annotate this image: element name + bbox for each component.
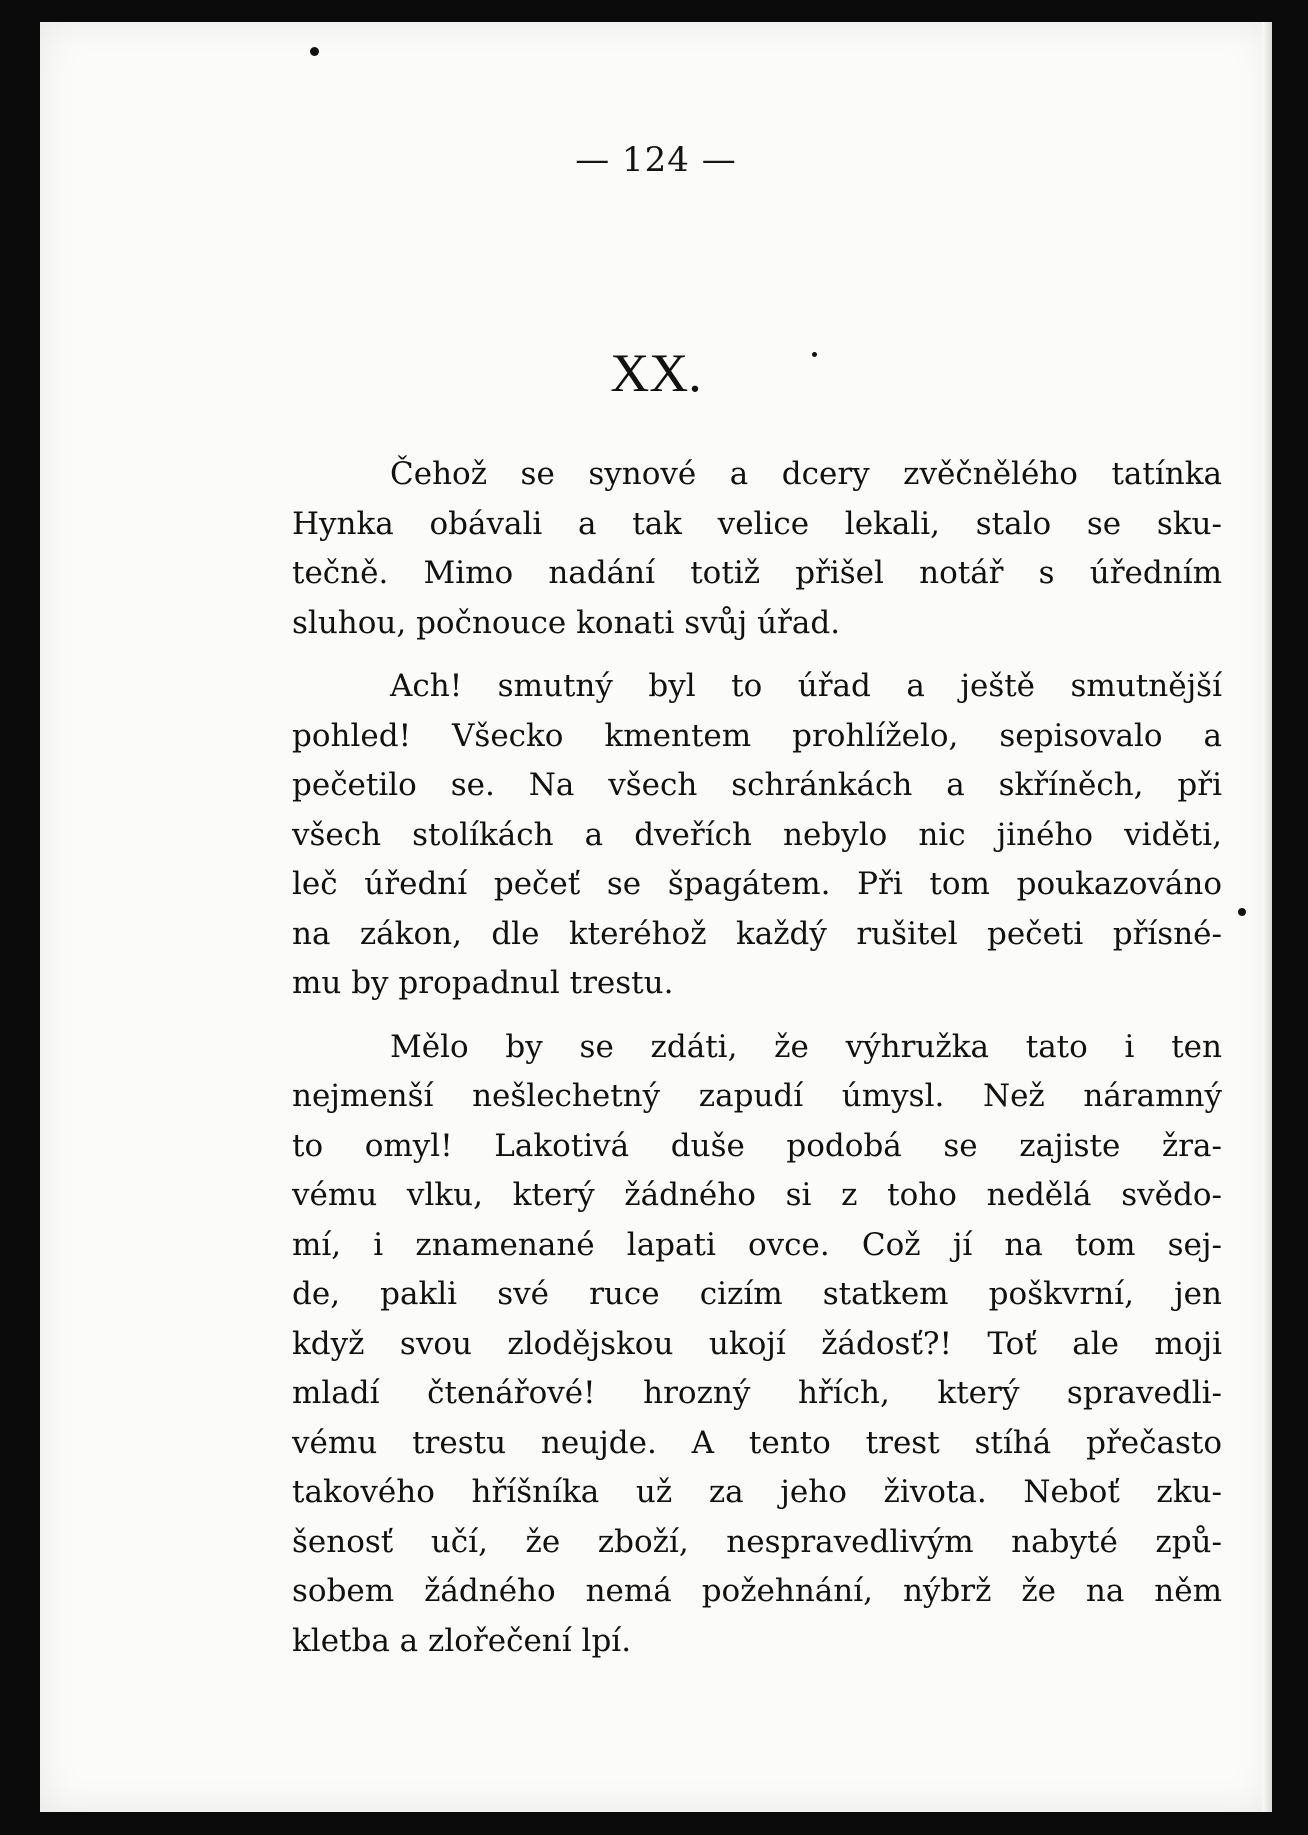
text-line: na zákon, dle kteréhož každý rušitel pečeti přísné- (292, 915, 1222, 952)
text-line: mu by propadnul trestu. (292, 965, 674, 1001)
paragraph-3 (292, 1023, 1222, 1667)
text-line: tečně. Mimo nadání totiž přišel notář s úředním (292, 555, 1222, 591)
ink-speck (1238, 908, 1246, 916)
page-number: — 124 — (575, 140, 737, 180)
text-line: sluhou, počnouce konati svůj úřad. (292, 604, 841, 641)
text-line: takového hříšníka už za jeho života. Neboť zku- (292, 1474, 1222, 1510)
ink-speck (310, 47, 319, 56)
body-text (292, 450, 1222, 1680)
page-edge-shadow (1262, 22, 1272, 1812)
text-line: mí, i znamenané lapati ovce. Což jí na tom sej- (292, 1226, 1222, 1263)
chapter-title: XX. (610, 343, 702, 403)
text-line: vému vlku, který žádného si z toho nedělá svědo- (292, 1177, 1222, 1213)
text-line: sobem žádného nemá požehnání, nýbrž že na něm (292, 1573, 1222, 1609)
text-line: šenosť učí, že zboží, nespravedlivým nabyté způ- (292, 1523, 1222, 1560)
book-page (40, 22, 1272, 1812)
text-line: když svou zlodějskou ukojí žádosť?! Toť ale moji (292, 1325, 1222, 1362)
text-line: de, pakli své ruce cizím statkem poškvrní, jen (292, 1276, 1222, 1312)
text-line: to omyl! Lakotivá duše podobá se zajiste žra- (292, 1127, 1222, 1164)
text-line: mladí čtenářové! hrozný hřích, který spravedli- (292, 1375, 1222, 1411)
paragraph-2 (292, 662, 1222, 1009)
text-line: pohled! Všecko kmentem prohlíželo, sepisovalo a (292, 717, 1222, 754)
text-line: Hynka obávali a tak velice lekali, stalo se sku- (292, 505, 1222, 542)
text-line: Ach! smutný byl to úřad a ještě smutnější (390, 668, 1222, 704)
text-line: pečetilo se. Na všech schránkách a skříněch, při (292, 767, 1222, 803)
text-line: Mělo by se zdáti, že výhružka tato i ten (390, 1028, 1222, 1065)
text-line: všech stolíkách a dveřích nebylo nic jiného viděti, (292, 816, 1222, 853)
text-line: Čehož se synové a dcery zvěčnělého tatínka (390, 456, 1222, 492)
text-line: nejmenší nešlechetný zapudí úmysl. Než náramný (292, 1078, 1222, 1114)
paragraph-1 (292, 450, 1222, 648)
text-line: kletba a zlořečení lpí. (292, 1622, 632, 1659)
text-line: leč úřední pečeť se špagátem. Při tom poukazováno (292, 866, 1222, 902)
text-line: vému trestu neujde. A tento trest stíhá přečasto (292, 1424, 1222, 1461)
